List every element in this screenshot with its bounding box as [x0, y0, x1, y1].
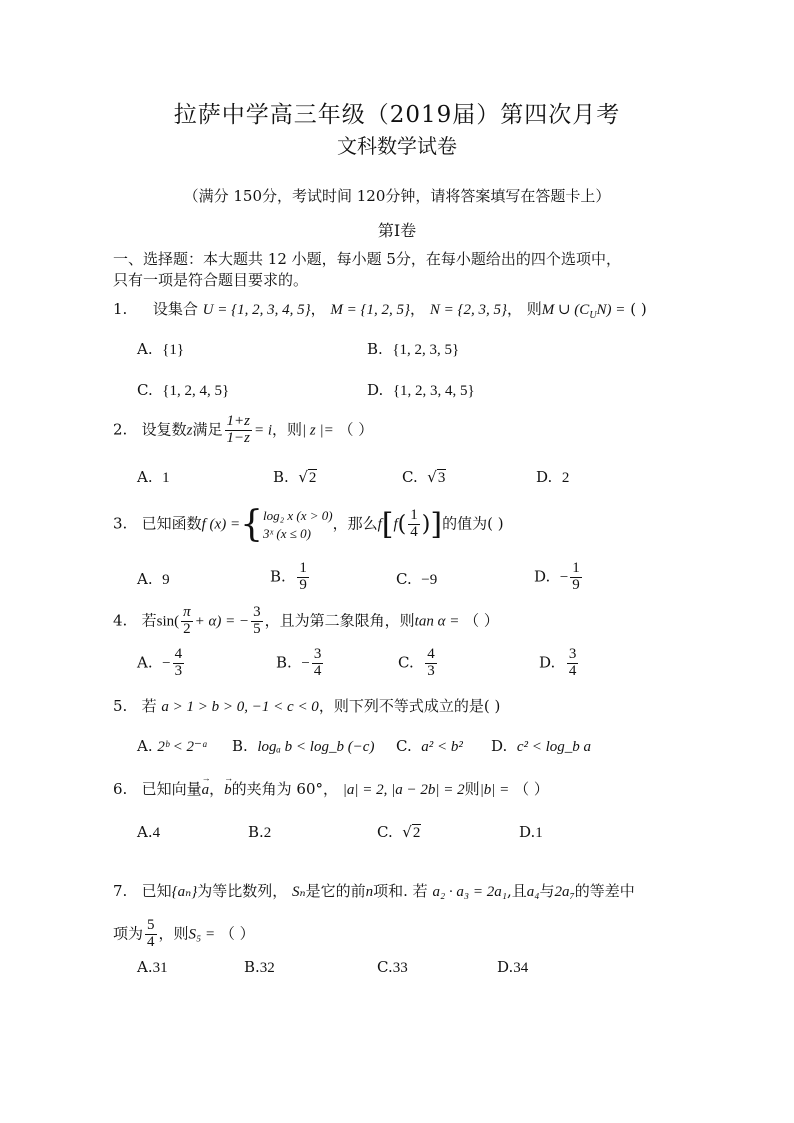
question-7-continued: [113, 918, 255, 951]
set-expression: M ∪ (C: [541, 302, 590, 318]
option-label: B.: [270, 567, 286, 586]
option-1a: [137, 340, 184, 359]
numerator: 3: [253, 604, 261, 620]
fraction: [173, 647, 185, 680]
option-label: A.: [137, 570, 153, 588]
condition: |a| = 2, |a − 2b| = 2: [342, 782, 465, 798]
question-5: [113, 695, 500, 716]
sqrt-icon: √: [298, 468, 308, 486]
set-u: U = {1, 2, 3, 4, 5}: [202, 302, 311, 318]
option-label: C.: [377, 958, 393, 976]
option-2d: [536, 468, 569, 487]
denominator: 4: [568, 662, 577, 679]
option-label: B.: [367, 340, 383, 358]
subscript: U: [589, 310, 597, 321]
option-label: B.: [232, 737, 248, 755]
function-def: f (x) =: [201, 516, 241, 533]
condition: a₂ · a₃ = 2a₁: [432, 884, 507, 900]
term: a₄: [526, 884, 540, 900]
function-name: f: [377, 516, 382, 533]
function-name: f: [393, 516, 398, 533]
answer-blank: ( ): [483, 697, 501, 715]
question-text: 设集合: [152, 300, 198, 318]
option-label: A.: [137, 958, 153, 976]
question-1: 1. 设集合 U = {1, 2, 3, 4, 5}， M = {1, 2, 5}， N = {2, 3, 5}， 则M ∪ $(C_UN)$ = ( ): [113, 300, 647, 321]
vector-a: → a: [202, 782, 210, 799]
variable: n: [365, 884, 374, 900]
option-6a: [137, 823, 160, 842]
brace-icon: {: [240, 504, 263, 545]
vector-b: → b: [224, 782, 232, 799]
option-6c: [377, 823, 421, 842]
exam-title: 拉萨中学高三年级（2019届）第四次月考: [173, 102, 621, 128]
paren-icon: (: [397, 512, 407, 537]
option-text: 9: [162, 572, 170, 588]
option-text: 31: [152, 960, 168, 976]
option-5b: [232, 737, 374, 756]
question-text: 项为: [113, 924, 144, 943]
question-text: 为等比数列，: [197, 882, 288, 900]
question-text: 项和. 若: [373, 882, 428, 900]
option-label: C.: [402, 468, 418, 486]
numerator: 3: [568, 646, 577, 662]
option-text: 34: [513, 960, 529, 976]
numerator: 1: [299, 560, 307, 576]
option-label: B.: [273, 468, 289, 486]
numerator: 1: [410, 507, 418, 524]
option-1b: [367, 340, 459, 359]
question-number: 6.: [113, 780, 128, 798]
numerator: π: [183, 604, 191, 620]
numerator: 1: [572, 560, 580, 576]
option-label: C.: [396, 737, 412, 755]
question-number: 1.: [113, 300, 128, 318]
fraction: [145, 918, 157, 951]
option-label: A.: [137, 340, 153, 358]
variable: z: [186, 422, 193, 439]
option-7a: [137, 958, 168, 977]
fraction: [567, 647, 579, 680]
question-2: [113, 414, 373, 447]
option-text: 33: [392, 960, 408, 976]
option-text: 2: [263, 825, 272, 841]
option-label: C.: [398, 653, 414, 672]
option-3a: [137, 570, 170, 589]
exam-subtitle: 文科数学试卷: [337, 134, 457, 158]
question-text: 的值为: [442, 514, 488, 533]
question-text: 则: [464, 780, 480, 798]
question-number: 5.: [113, 697, 128, 715]
option-1d: [367, 381, 475, 400]
denominator: 4: [147, 933, 155, 950]
option-label: A.: [137, 823, 153, 841]
question-text: 与: [539, 882, 555, 900]
numerator: 3: [313, 646, 322, 662]
sqrt-icon: √: [402, 823, 412, 841]
partial-sum: S₅ =: [188, 926, 216, 943]
option-label: D.: [536, 468, 553, 486]
numerator: 4: [174, 646, 183, 662]
option-text: 2ᵇ < 2⁻ᵃ: [157, 739, 208, 755]
question-text: ，且为第二象限角，则: [264, 611, 415, 630]
condition: a > 1 > b > 0, −1 < c < 0: [161, 699, 319, 715]
question-text: 已知: [141, 882, 172, 900]
sequence: {aₙ}: [171, 884, 198, 900]
fraction: [408, 508, 420, 541]
answer-blank: ( ): [630, 300, 647, 318]
question-text: 若: [141, 697, 157, 715]
option-label: D.: [519, 823, 536, 841]
question-number: 4.: [113, 611, 128, 630]
option-label: A.: [137, 653, 153, 672]
question-text: 的等差中: [574, 882, 635, 900]
option-1c: [137, 381, 229, 400]
denominator: 4: [313, 662, 322, 679]
option-text: 4: [152, 825, 161, 841]
sqrt-icon: √: [427, 468, 437, 486]
question-text: 已知向量: [141, 780, 202, 798]
fraction: [312, 647, 324, 680]
section-heading-line1: 一、选择题：本大题共 12 小题，每小题 5分，在每小题给出的四个选项中，: [113, 250, 621, 268]
option-5d: [491, 737, 591, 756]
denominator: 2: [183, 620, 191, 637]
option-6b: [248, 823, 271, 842]
option-4d: [539, 647, 580, 680]
paren-icon: ): [421, 512, 431, 537]
answer-blank: （ ）: [338, 420, 374, 439]
option-label: B.: [244, 958, 260, 976]
question-text: ，则: [158, 924, 189, 943]
option-label: C.: [396, 570, 412, 588]
denominator: 9: [299, 576, 307, 593]
question-4: [113, 605, 499, 638]
exam-instructions: （满分 150分，考试时间 120分钟，请将答案填写在答题卡上）: [183, 187, 611, 205]
option-text: logₐ b < log_b (−c): [257, 739, 375, 755]
answer-blank: （ ）: [464, 611, 499, 630]
option-label: B.: [248, 823, 264, 841]
option-label: D.: [491, 737, 508, 755]
numerator: 4: [427, 646, 435, 662]
option-text: a² < b²: [421, 739, 463, 755]
option-5a: [137, 737, 208, 756]
equation: + α) = −: [194, 613, 250, 630]
question-text: 满足: [192, 420, 223, 439]
question-text: 则: [526, 300, 542, 318]
option-text: −9: [421, 572, 438, 588]
question-7: [113, 880, 635, 901]
denominator: 3: [174, 662, 183, 679]
option-text: 2: [561, 470, 570, 486]
option-label: D.: [367, 381, 384, 399]
option-text: 32: [259, 960, 275, 976]
option-7c: [377, 958, 408, 977]
answer-blank: （ ）: [514, 780, 549, 798]
option-label: D.: [539, 653, 556, 672]
option-sign: −: [301, 655, 310, 672]
fraction: [570, 561, 582, 594]
volume-label: 第Ⅰ卷: [377, 221, 417, 240]
option-text: 3: [437, 470, 446, 486]
option-text: {1, 2, 4, 5}: [162, 383, 230, 399]
option-text: 2: [308, 470, 317, 486]
question-3: [113, 504, 504, 545]
question-text: ，那么: [332, 514, 378, 533]
fraction: [425, 647, 437, 680]
fraction: [251, 605, 263, 638]
question-text: ，: [209, 780, 225, 798]
option-text: {1, 2, 3, 5}: [392, 342, 460, 358]
modulus: | z |=: [302, 422, 334, 439]
option-7b: [244, 958, 275, 977]
option-5c: [396, 737, 463, 756]
set-m: M = {1, 2, 5}: [330, 302, 411, 318]
option-2a: [137, 468, 170, 487]
question-text: ，则: [272, 420, 303, 439]
denominator: 5: [253, 620, 261, 637]
partial-sum: Sₙ: [292, 884, 306, 900]
option-6d: [519, 823, 543, 842]
question-number: 7.: [113, 882, 128, 900]
section-heading-line2: 只有一项是符合题目要求的。: [113, 271, 309, 289]
question-number: 3.: [113, 514, 128, 533]
question-text: 已知函数: [141, 514, 202, 533]
option-7d: [497, 958, 528, 977]
fraction: [225, 414, 252, 447]
option-2b: [273, 468, 317, 487]
question-number: 2.: [113, 420, 128, 439]
question-text: 是它的前: [305, 882, 366, 900]
question-text: ，则下列不等式成立的是: [318, 697, 484, 715]
bracket-icon: ]: [430, 507, 443, 542]
option-text: 1: [162, 470, 170, 486]
option-4a: [137, 647, 186, 680]
option-sign: −: [559, 569, 569, 586]
fraction: [181, 605, 193, 638]
case-1: log₂ x (x > 0): [262, 507, 333, 523]
question-text: 设复数: [141, 420, 187, 439]
option-label: A.: [137, 468, 153, 486]
option-label: D.: [534, 567, 551, 586]
question-6: [113, 778, 549, 799]
option-text: {1, 2, 3, 4, 5}: [392, 383, 475, 399]
option-3d: [534, 561, 584, 594]
set-n: N = {2, 3, 5}: [429, 302, 507, 318]
answer-blank: （ ）: [219, 924, 255, 943]
denominator: 9: [572, 576, 580, 593]
numerator: 5: [147, 917, 155, 933]
option-sign: −: [162, 655, 171, 672]
option-text: 1: [535, 825, 543, 841]
option-text: 2: [412, 825, 421, 841]
set-expression-tail: N) =: [596, 302, 626, 318]
numerator: 1+z: [226, 413, 250, 429]
denominator: 4: [410, 524, 418, 540]
case-2: 3ˣ (x ≤ 0): [262, 525, 311, 541]
bracket-icon: [: [381, 507, 394, 542]
question-text: 的夹角为 60°，: [231, 780, 339, 798]
sin-function: sin(: [156, 613, 180, 630]
answer-blank: ( ): [487, 514, 504, 533]
modulus: |b| =: [479, 782, 510, 798]
denominator: 3: [427, 662, 435, 679]
option-3b: [270, 561, 311, 594]
question-text: ,且: [506, 882, 527, 900]
option-text: {1}: [162, 342, 185, 358]
piecewise-cases: [263, 507, 333, 542]
option-label: A.: [137, 737, 153, 755]
tan-function: tan α =: [414, 613, 460, 630]
term: 2a₇: [554, 884, 575, 900]
option-4c: [398, 647, 439, 680]
option-label: B.: [276, 653, 292, 672]
option-label: C.: [137, 381, 153, 399]
denominator: 1−z: [226, 429, 250, 446]
question-text: 若: [141, 611, 157, 630]
option-3c: [396, 570, 437, 589]
option-4b: [276, 647, 325, 680]
option-label: C.: [377, 823, 393, 841]
option-2c: [402, 468, 446, 487]
equation: = i: [253, 422, 273, 439]
fraction: [297, 561, 309, 594]
option-text: c² < log_b a: [516, 739, 592, 755]
option-label: D.: [497, 958, 514, 976]
